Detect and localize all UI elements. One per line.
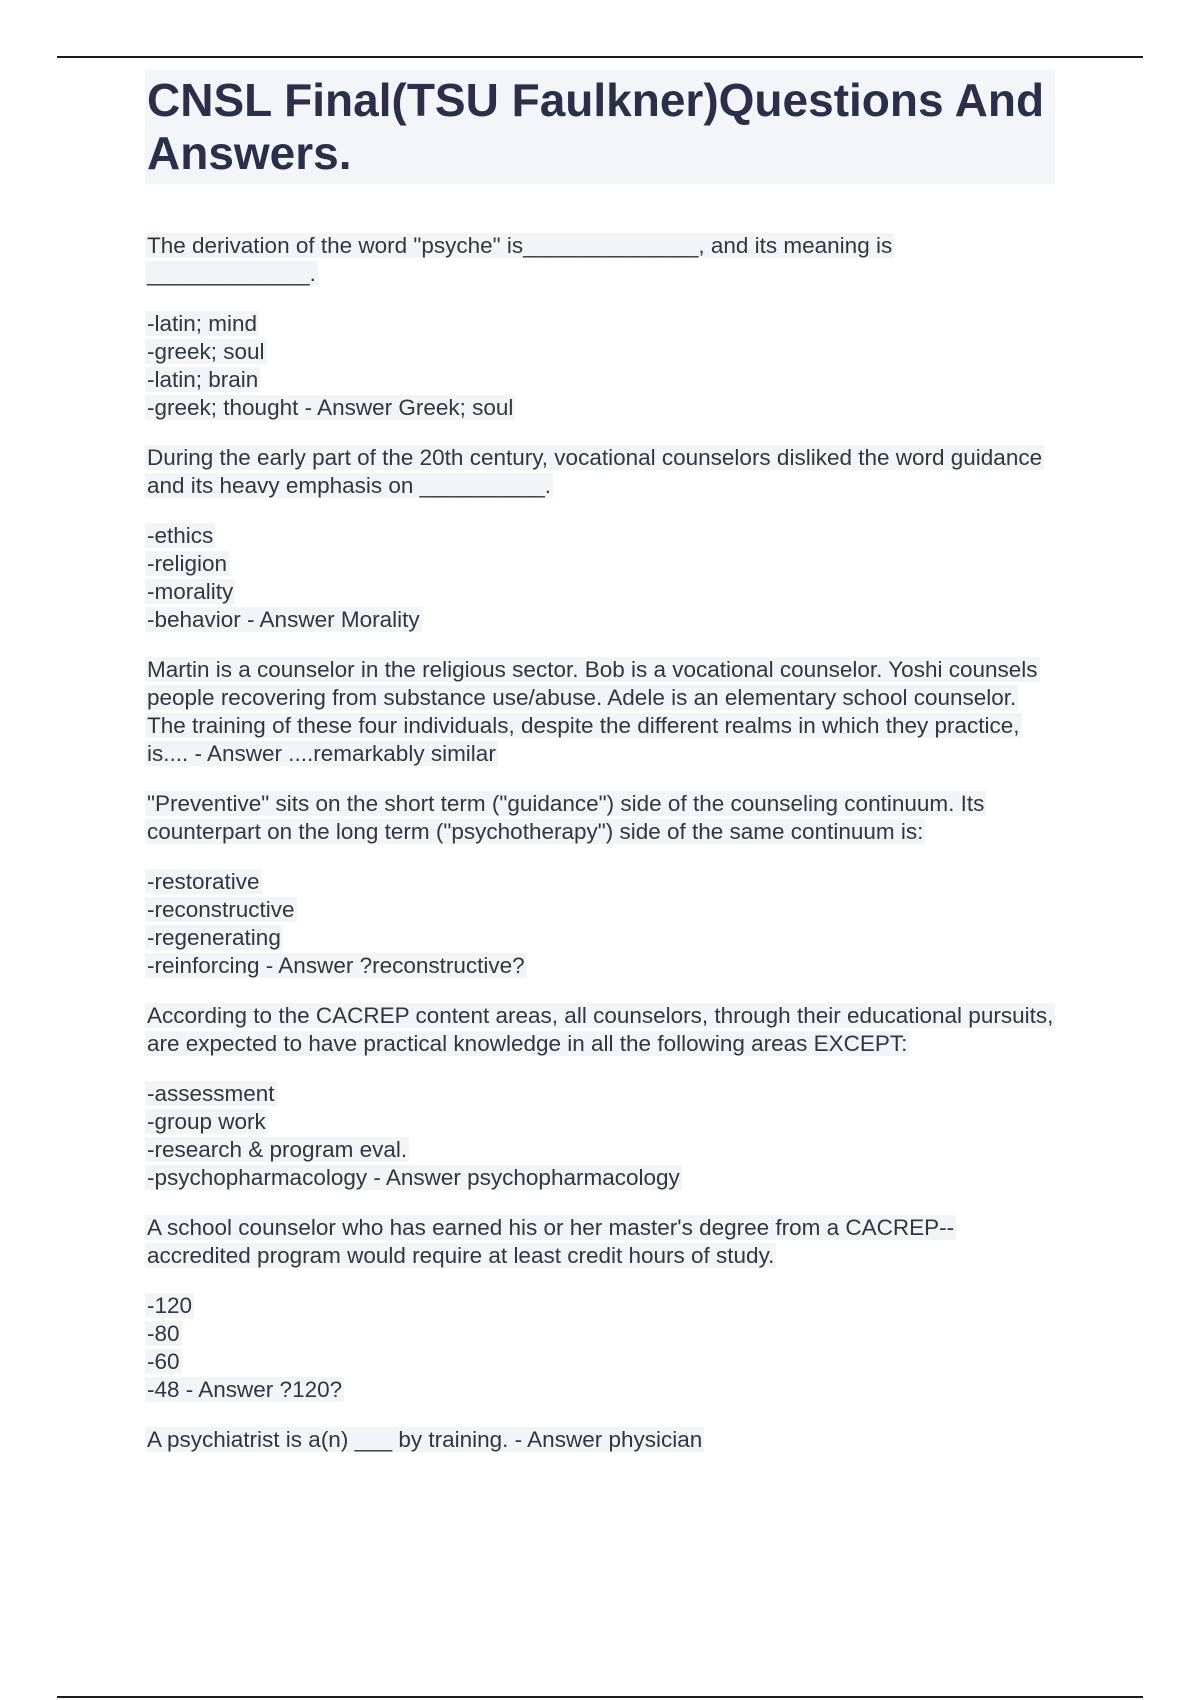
option: -80 (147, 1321, 180, 1346)
qa-item-1 (145, 232, 1055, 422)
option: -religion (147, 551, 228, 576)
option: -greek; soul (147, 339, 265, 364)
question-text (145, 790, 1055, 846)
qa-item-3 (145, 656, 1055, 768)
top-rule (57, 56, 1143, 58)
qa-item-5 (145, 1002, 1055, 1192)
qa-item-2 (145, 444, 1055, 634)
options-list (145, 310, 1055, 422)
option-with-answer: -greek; thought - Answer Greek; soul (147, 395, 514, 420)
question-text (145, 1426, 1055, 1454)
option: -latin; brain (147, 367, 259, 392)
option: -latin; mind (147, 311, 258, 336)
question-2: During the early part of the 20th century, vocational counselors disliked the word guidance and its heavy emphasis on __________. (147, 445, 1043, 498)
options-list (145, 1292, 1055, 1404)
option-with-answer: -behavior - Answer Morality (147, 607, 420, 632)
question-text (145, 656, 1055, 768)
qa-item-7 (145, 1426, 1055, 1454)
question-5: According to the CACREP content areas, all counselors, through their educational pursuits, are expected to have practical knowledge in all the following areas EXCEPT: (147, 1003, 1054, 1056)
options-list (145, 868, 1055, 980)
option-with-answer: -psychopharmacology - Answer psychopharmacology (147, 1165, 680, 1190)
question-6: A school counselor who has earned his or her master's degree from a CACREP--accredited program would require at least credit hours of study. (147, 1215, 955, 1268)
question-4: "Preventive" sits on the short term ("guidance") side of the counseling continuum. Its counterpart on the long term ("psychotherapy") side of the same continuum is: (147, 791, 985, 844)
document-body (145, 70, 1055, 1454)
question-1: The derivation of the word "psyche" is______________, and its meaning is _____________. (147, 233, 893, 286)
option-with-answer: -reinforcing - Answer ?reconstructive? (147, 953, 525, 978)
question-text (145, 1002, 1055, 1058)
option: -morality (147, 579, 234, 604)
option: -research & program eval. (147, 1137, 408, 1162)
question-3: Martin is a counselor in the religious sector. Bob is a vocational counselor. Yoshi counsels people recovering from substance use/abuse. Adele is an elementary school counselor. The training of these four individuals, despite the different realms in which they practice, is.... - Answer ....remarkably similar (147, 657, 1038, 766)
qa-item-6 (145, 1214, 1055, 1404)
question-text (145, 1214, 1055, 1270)
option: -120 (147, 1293, 193, 1318)
option-with-answer: -48 - Answer ?120? (147, 1377, 343, 1402)
option: -reconstructive (147, 897, 295, 922)
option: -60 (147, 1349, 180, 1374)
option: -regenerating (147, 925, 281, 950)
options-list (145, 1080, 1055, 1192)
question-7: A psychiatrist is a(n) ___ by training. - Answer physician (147, 1427, 703, 1452)
option: -ethics (147, 523, 214, 548)
question-text (145, 444, 1055, 500)
document-title: CNSL Final(TSU Faulkner)Questions And Answers. (145, 70, 1055, 184)
bottom-rule (57, 1696, 1143, 1698)
option: -group work (147, 1109, 266, 1134)
qa-item-4 (145, 790, 1055, 980)
option: -restorative (147, 869, 260, 894)
option: -assessment (147, 1081, 275, 1106)
options-list (145, 522, 1055, 634)
question-text (145, 232, 1055, 288)
